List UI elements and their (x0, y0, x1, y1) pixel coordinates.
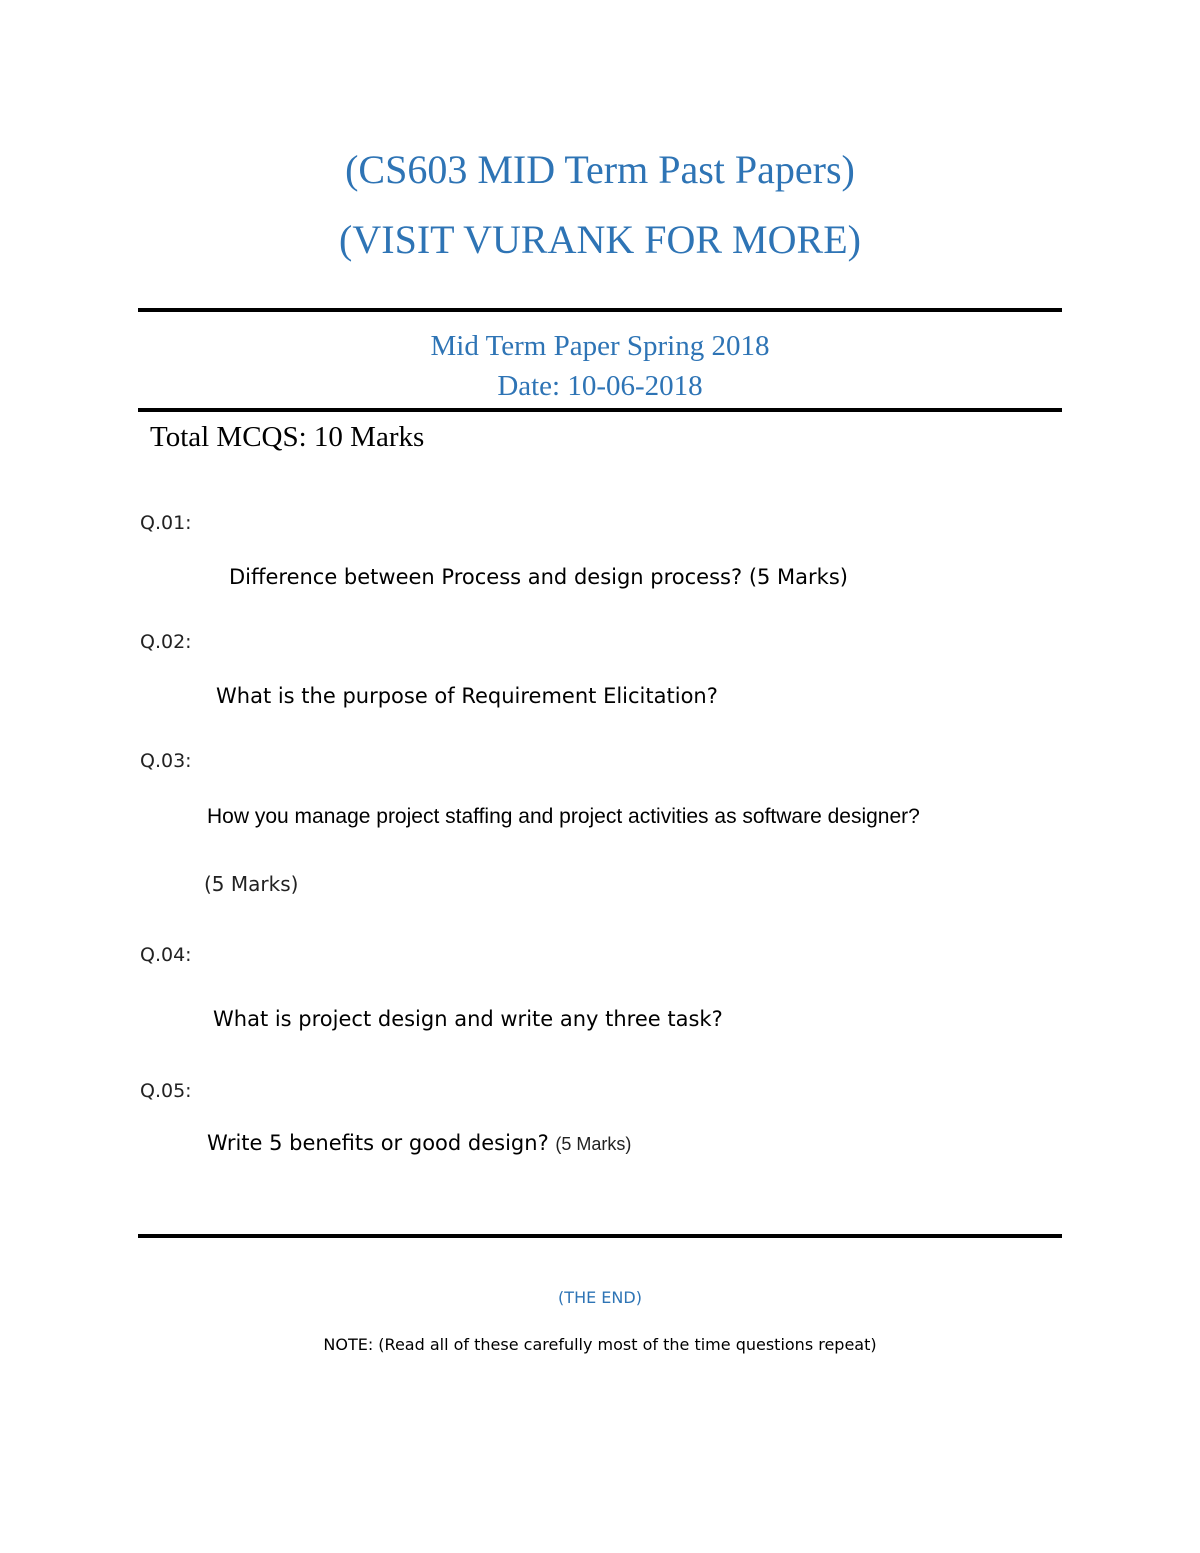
question-text (207, 1131, 631, 1155)
question-text: How you manage project staffing and project activities as software designer? (207, 805, 920, 828)
question-body: Difference between Process and design process? (229, 565, 743, 589)
total-mcqs: Total MCQS: 10 Marks (150, 421, 425, 453)
question-label: Q.01: (140, 512, 192, 534)
page-subtitle: (VISIT VURANK FOR MORE) (339, 217, 861, 262)
question-label: Q.02: (140, 631, 192, 653)
question-text (229, 565, 848, 589)
top-divider (138, 308, 1062, 312)
question-marks: (5 Marks) (555, 1134, 632, 1154)
page-title: (CS603 MID Term Past Papers) (345, 147, 855, 192)
question-text: What is project design and write any three task? (213, 1007, 723, 1031)
footer-note: NOTE: (Read all of these carefully most of the time questions repeat) (323, 1335, 877, 1354)
question-label: Q.03: (140, 750, 192, 772)
question-body: Write 5 benefits or good design? (207, 1131, 549, 1155)
question-marks: (5 Marks) (748, 565, 848, 589)
question-marks: (5 Marks) (204, 872, 299, 896)
footer-divider (138, 1234, 1062, 1238)
paper-name: Mid Term Paper Spring 2018 (430, 330, 770, 362)
end-label: (THE END) (558, 1288, 642, 1307)
question-label: Q.04: (140, 944, 192, 966)
question-label: Q.05: (140, 1080, 192, 1102)
paper-date: Date: 10-06-2018 (497, 370, 703, 402)
question-text: What is the purpose of Requirement Elicitation? (216, 684, 718, 708)
header-divider (138, 408, 1062, 412)
